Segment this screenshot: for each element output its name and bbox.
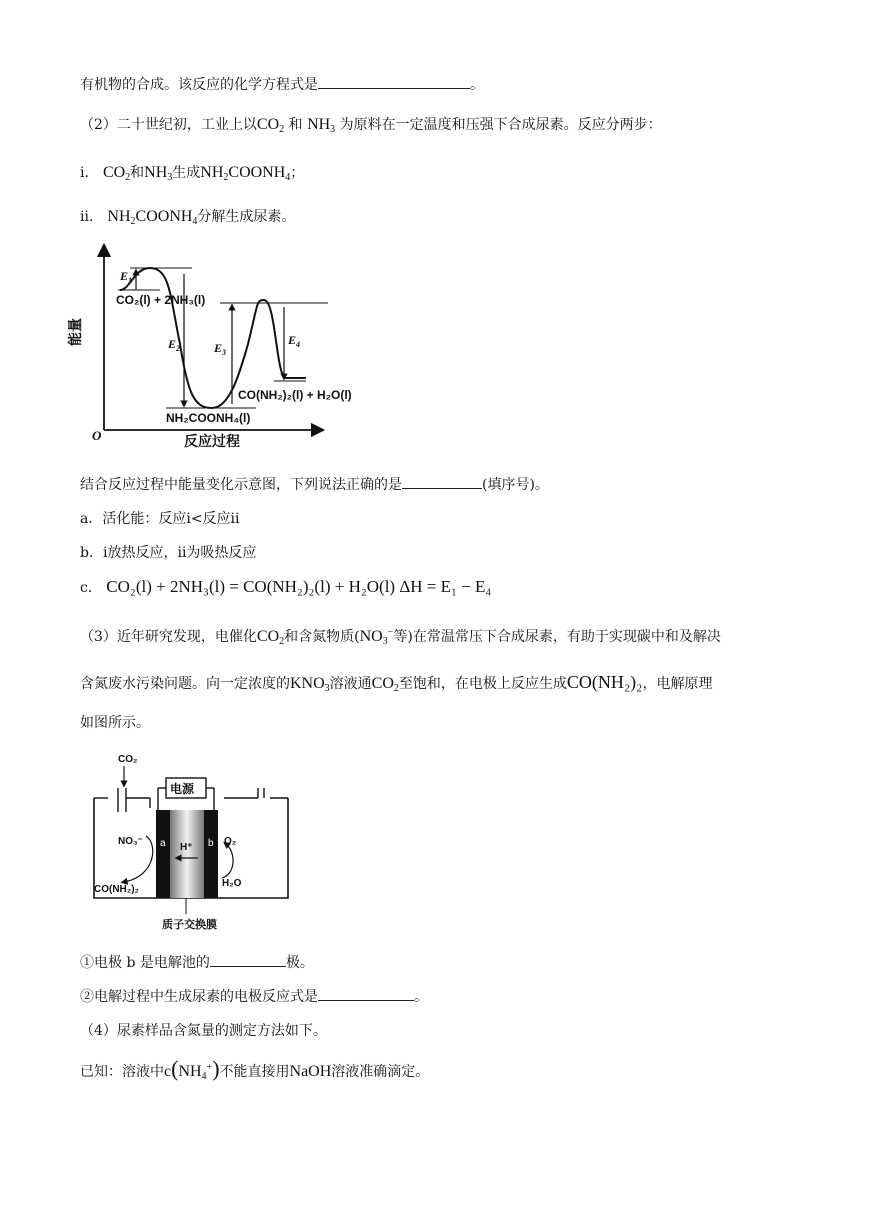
kno3-formula: $KNO_3$ [290,675,330,694]
combine-end: (填序号)。 [482,477,549,493]
proton-exchange-membrane [170,810,204,898]
q-b-text: ①电极 b 是电解池的 [80,955,210,971]
energy-curve [120,268,306,408]
naoh-formula: NaOH [289,1063,332,1080]
known-line [80,1056,429,1082]
q-eq-text: ②电解过程中生成尿素的电极反应式是 [80,989,318,1005]
co2-formula: $CO_2$ [102,164,131,183]
option-b: b．ⅰ放热反应，ⅱ为吸热反应 [80,545,257,561]
power-source-label: 电源 [170,782,195,796]
q3-line2 [80,672,712,694]
intermediate-label: NH₂COONH₄(l) [166,411,251,425]
q-electrode-b [80,952,314,972]
reactants-label: CO₂(l) + 2NH₃(l) [116,293,206,307]
q3-text-4: 含氮废水污染问题。向一定浓度的 [80,676,290,692]
e2-label: $E_2$ [168,337,181,353]
co2-formula: $CO_2$ [371,675,399,694]
origin-label: O [92,428,102,443]
ammonium-concentration: $c(NH_4^+)$ [164,1056,220,1082]
intro-line [80,74,484,94]
nitrate-label: NO₃⁻ [118,836,143,847]
co2-formula: $CO_2$ [256,628,285,647]
carbamate-formula: $NH_2COONH_4$ [107,208,198,227]
option-c [80,577,491,597]
q-b-end: 极。 [285,955,314,971]
products-label: CO(NH₂)₂(l) + H₂O(l) [238,388,352,402]
option-c-equation: CO₂(l) + 2NH₃(l) = CO(NH₂)₂(l) + H₂O(l) ΔH = E₁ − E₄ [106,577,492,596]
step-ii-label: ⅱ． [80,209,103,225]
carbamate-formula: $NH_2COONH_4$ [200,164,291,183]
q3-text-5: 溶液通 [329,676,372,692]
anode-reaction-arrow [222,844,233,878]
q4-line: （4）尿素样品含氮量的测定方法如下。 [80,1023,327,1039]
known-end: 溶液准确滴定。 [331,1064,430,1080]
answer-blank-electrode[interactable] [210,954,286,967]
q3-text-7: ，电解原理 [642,676,713,692]
energy-diagram [67,244,370,454]
x-axis-label: 反应过程 [184,433,240,449]
co2-inlet-label: CO₂ [118,754,138,765]
option-a: a．活化能：反应ⅰ<反应ⅱ [80,511,240,527]
q2-line [80,114,662,135]
q2-label: （2）二十世纪初，工业上以 [80,117,257,133]
q3-line3: 如图所示。 [80,715,150,731]
q3-text-6: 至饱和，在电极上反应生成 [398,676,567,692]
step-i-label: ⅰ． [80,165,99,181]
electrolysis-diagram [84,748,304,938]
co2-formula: $CO_2$ [256,116,285,135]
q-eq-end: 。 [414,989,428,1005]
answer-blank-choice[interactable] [402,476,482,489]
electrode-a [156,810,170,898]
q3-text-2: 和含氮物质( [284,629,360,645]
y-axis-label: 能量 [67,318,83,346]
conj: 和 [288,117,303,133]
step-ii-tail: 分解生成尿素。 [197,209,296,225]
verb: 生成 [172,165,201,181]
q2-tail: 为原料在一定温度和压强下合成尿素。反应分两步： [339,117,662,133]
electrode-a-label: a [160,838,166,849]
intro-text: 有机物的合成。该反应的化学方程式是 [80,77,318,93]
nitrate-formula: $NO_3^-$ [359,627,394,647]
q3-text-1: （3）近年研究发现，电催化 [80,629,257,645]
oxygen-label: O₂ [224,836,237,847]
step-ii-line [80,206,295,227]
nh3-formula: $NH_3$ [307,116,336,135]
e1-label: $E_1$ [120,269,133,285]
urea-product-label: CO(NH₂)₂ [94,884,139,895]
step-i-line [80,162,304,183]
membrane-label: 质子交换膜 [162,919,217,931]
known-mid: 不能直接用 [219,1064,290,1080]
urea-formula: CO(NH₂)₂ [566,672,643,692]
water-label: H₂O [222,878,242,889]
answer-blank-electrode-equation[interactable] [318,988,414,1001]
h-plus-label: H⁺ [180,842,193,853]
q-equation [80,986,428,1006]
conj: 和 [130,165,145,181]
q3-text-3: 等)在常温常压下合成尿素，有助于实现碳中和及解决 [393,629,721,645]
q3-line1 [80,626,721,647]
punct: 。 [470,77,484,93]
e3-label: $E_3$ [214,341,227,357]
e4-label: $E_4$ [288,333,301,349]
known-pre: 已知：溶液中 [80,1064,164,1080]
answer-blank-equation[interactable] [318,76,470,89]
option-c-label: c． [80,580,102,596]
combine-text: 结合反应过程中能量变化示意图，下列说法正确的是 [80,477,402,493]
electrode-b [204,810,218,898]
combine-question [80,474,549,494]
nh3-formula: $NH_3$ [144,164,173,183]
punct: ； [290,165,305,181]
electrode-b-label: b [208,838,214,849]
